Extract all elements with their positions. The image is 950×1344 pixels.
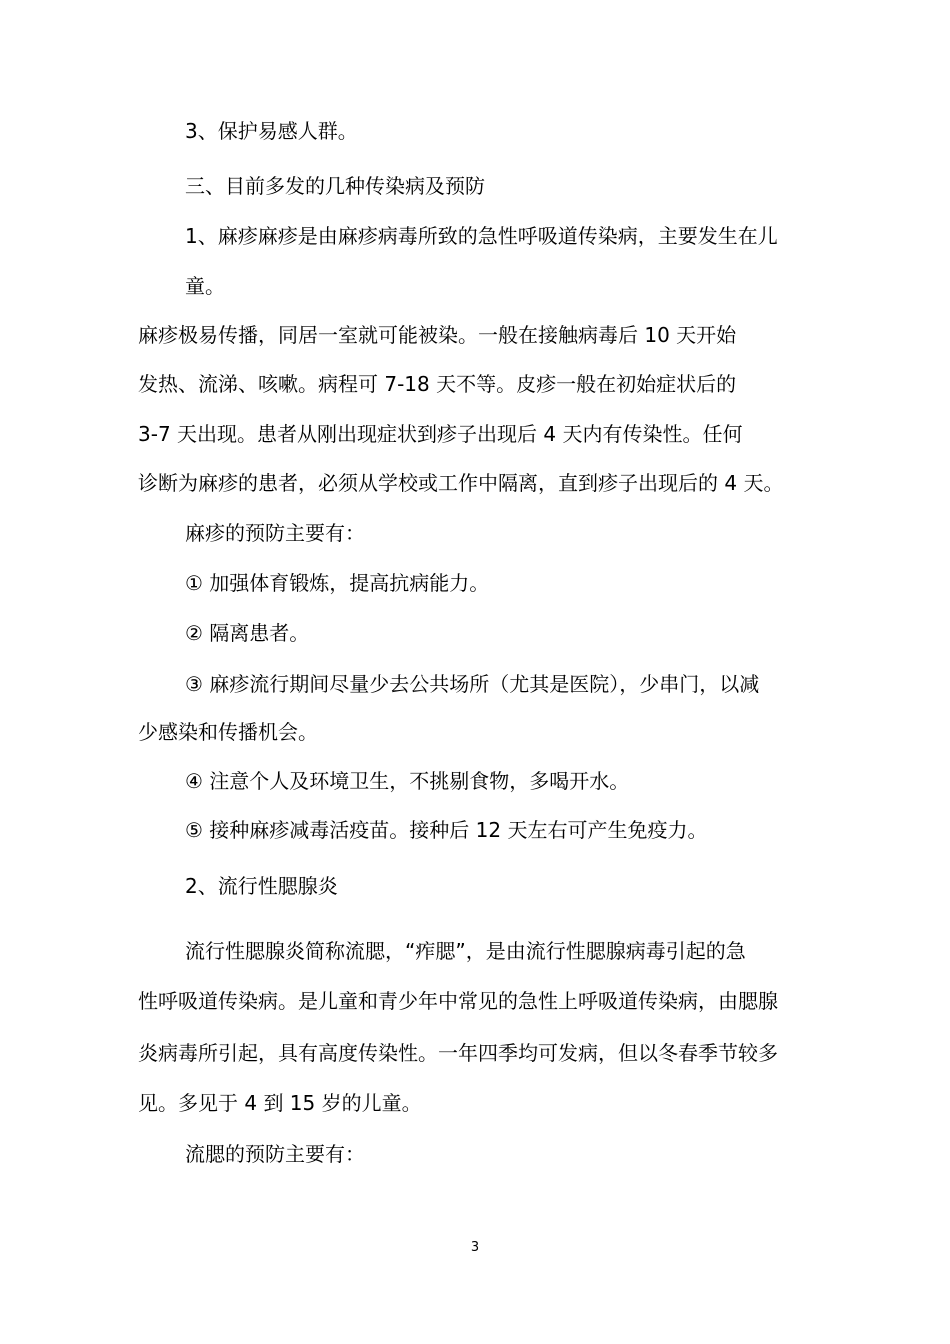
- text-line-12: ③ 麻疹流行期间尽量少去公共场所（尤其是医院），少串门，以减: [185, 672, 760, 696]
- text-line-21: 流腮的预防主要有：: [185, 1142, 365, 1166]
- text-line-2: 三、目前多发的几种传染病及预防: [185, 174, 485, 198]
- text-line-6: 发热、流涕、咳嗽。病程可 7-18 天不等。皮疹一般在初始症状后的: [138, 372, 737, 396]
- text-line-10: ① 加强体育锻炼，提高抗病能力。: [185, 571, 490, 595]
- text-line-17: 流行性腮腺炎简称流腮，“痄腮”，是由流行性腮腺病毒引起的急: [185, 939, 746, 963]
- text-line-15: ⑤ 接种麻疹减毒活疫苗。接种后 12 天左右可产生免疫力。: [185, 818, 708, 842]
- text-line-1: 3、保护易感人群。: [185, 119, 358, 143]
- text-line-18: 性呼吸道传染病。是儿童和青少年中常见的急性上呼吸道传染病，由腮腺: [138, 989, 778, 1013]
- text-line-7: 3-7 天出现。患者从刚出现症状到疹子出现后 4 天内有传染性。任何: [138, 422, 743, 446]
- text-line-3: 1、麻疹麻疹是由麻疹病毒所致的急性呼吸道传染病，主要发生在儿: [185, 224, 778, 248]
- text-line-9: 麻疹的预防主要有：: [185, 521, 365, 545]
- text-line-16: 2、流行性腮腺炎: [185, 874, 338, 898]
- text-line-20: 见。多见于 4 到 15 岁的儿童。: [138, 1091, 422, 1115]
- text-line-4: 童。: [185, 274, 225, 298]
- text-line-5: 麻疹极易传播，同居一室就可能被染。一般在接触病毒后 10 天开始: [138, 323, 737, 347]
- text-line-19: 炎病毒所引起，具有高度传染性。一年四季均可发病，但以冬春季节较多: [138, 1041, 778, 1065]
- text-line-14: ④ 注意个人及环境卫生，不挑剔食物，多喝开水。: [185, 769, 630, 793]
- text-line-11: ② 隔离患者。: [185, 621, 310, 645]
- text-line-8: 诊断为麻疹的患者，必须从学校或工作中隔离，直到疹子出现后的 4 天。: [138, 471, 784, 495]
- page-number: 3: [470, 1240, 480, 1255]
- text-line-13: 少感染和传播机会。: [138, 720, 318, 744]
